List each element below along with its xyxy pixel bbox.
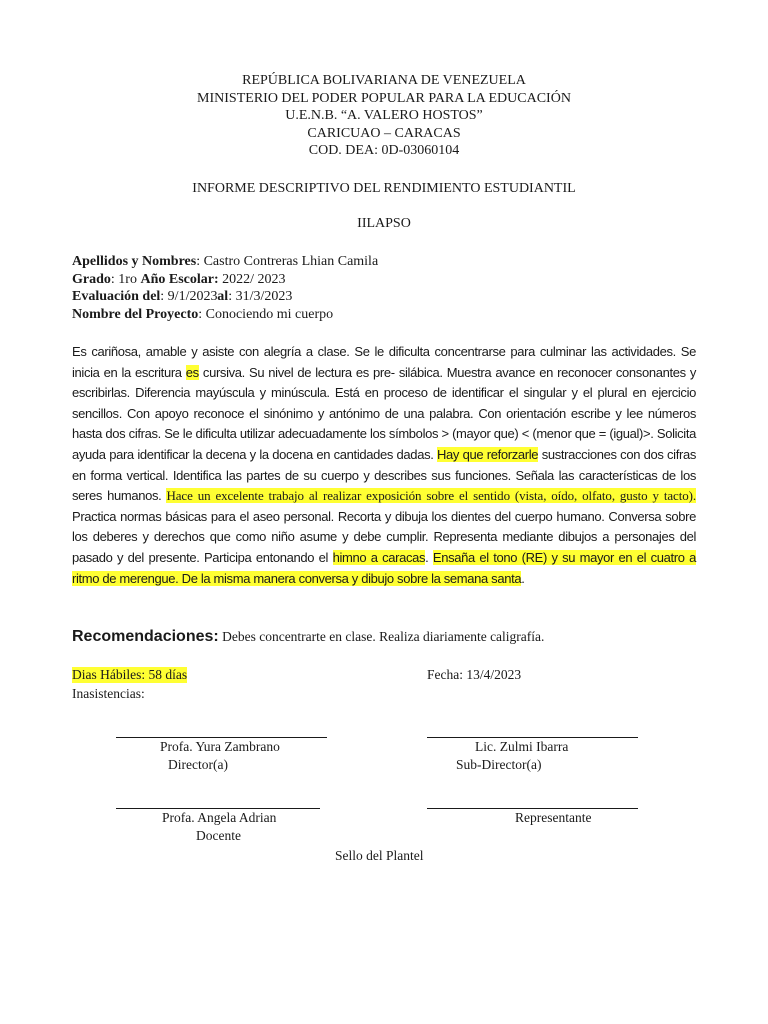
signature-line-subdirector — [427, 737, 638, 738]
header-line-republic: REPÚBLICA BOLIVARIANA DE VENEZUELA — [242, 73, 526, 88]
desc-highlight-3: Hace un excelente trabajo al realizar exposición sobre el sentido (vista, oído, olfato, gusto y tacto). — [166, 488, 697, 504]
school-year-value: 2022/ 2023 — [218, 271, 286, 287]
project-label: Nombre del Proyecto — [72, 306, 199, 322]
descriptive-paragraph — [72, 342, 696, 589]
evaluation-row — [72, 288, 378, 306]
signature-line-representative — [427, 808, 638, 809]
grade-row — [72, 271, 378, 289]
header-line-school: U.E.N.B. “A. VALERO HOSTOS” — [285, 108, 483, 123]
teacher-name: Profa. Angela Adrian — [162, 810, 277, 825]
grade-value: : 1ro — [110, 271, 141, 287]
desc-highlight-5: Ensaña el tono (RE) y su mayor en el cuatro a ritmo de merengue. De la misma manera conversa y dibujo sobre la semana santa — [72, 549, 696, 586]
student-name-value: : Castro Contreras Lhian Camila — [196, 254, 379, 269]
grade-label: Grado — [72, 271, 111, 287]
desc-text-3: sustracciones con dos cifras en forma vertical. Identifica las partes de su cuerpo y describes sus funciones. Señala las características de los seres humanos. — [72, 446, 696, 504]
desc-text-4: Practica normas básicas para el aseo personal. Recorta y dibuja los dientes del cuerpo humano. Conversa sobre los deberes y derechos que como niño asume y debe cumplir. Representa mediante dibujos a personajes del pasado y del presente. Participa entonando el — [72, 508, 696, 565]
desc-text-5: . — [425, 549, 433, 565]
director-role: Director(a) — [168, 757, 228, 772]
desc-text-6: . — [521, 570, 525, 586]
recommendations-title: Recomendaciones: — [72, 628, 219, 645]
director-name: Profa. Yura Zambrano — [160, 739, 280, 754]
subdirector-name: Lic. Zulmi Ibarra — [475, 739, 569, 754]
teacher-role: Docente — [196, 828, 241, 843]
signature-line-teacher — [116, 808, 320, 809]
project-row — [72, 306, 378, 324]
desc-highlight-4: himno a caracas — [332, 549, 426, 565]
student-name-label: Apellidos y Nombres — [72, 254, 197, 269]
desc-text-2: cursiva. Su nivel de lectura es pre- silábica. Muestra avance en reconocer consonantes y escribirlas. Diferencia mayúscula y minúscula. Está en proceso de identificar el singular y el plural en ejercicio sencillos. Con apoyo reconoce el sinónimo y antónimo de una palabra. Con orientación escribe y lee números hasta dos cifras. Se le dificulta utilizar adecuadamente los símbolos > (mayor que) < (menor que = (igual)>. Solicita ayuda para identificar la decena y la docena en cantidades dadas. — [72, 364, 697, 462]
recommendations-text: Debes concentrarte en clase. Realiza diariamente caligrafía. — [218, 629, 545, 644]
recommendations — [72, 628, 544, 646]
subdirector-role: Sub-Director(a) — [456, 757, 542, 772]
representative-label: Representante — [515, 810, 592, 825]
evaluation-to-label: al — [217, 289, 229, 304]
evaluation-to: : 31/3/2023 — [228, 289, 293, 304]
evaluation-label: Evaluación del — [72, 289, 161, 304]
document-header — [0, 72, 768, 160]
project-value: : Conociendo mi cuerpo — [198, 306, 334, 322]
header-line-code: COD. DEA: 0D-03060104 — [308, 143, 460, 158]
header-line-location: CARICUAO – CARACAS — [307, 125, 461, 141]
desc-text-1: Es cariñosa, amable y asiste con alegría a clase. Se le dificulta concentrarse para culminar las actividades. Se inicia en la escritura — [72, 344, 696, 380]
desc-highlight-1: es — [185, 364, 199, 380]
header-line-ministry: MINISTERIO DEL PODER POPULAR PARA LA EDUCACIÓN — [197, 90, 571, 106]
evaluation-from: : 9/1/2023 — [160, 289, 218, 304]
business-days: Dias Hábiles: 58 días — [72, 667, 188, 682]
signature-line-director — [116, 737, 327, 738]
report-title: INFORME DESCRIPTIVO DEL RENDIMIENTO ESTUDIANTIL — [192, 181, 576, 196]
student-info — [72, 253, 378, 323]
school-year-label: Año Escolar: — [140, 271, 219, 287]
desc-highlight-2: Hay que reforzarle — [437, 446, 539, 462]
date: Fecha: 13/4/2023 — [427, 667, 522, 682]
lapso-label: IILAPSO — [357, 216, 411, 231]
absences-label: Inasistencias: — [72, 686, 145, 701]
school-seal-label: Sello del Plantel — [335, 848, 424, 863]
student-name-row — [72, 253, 378, 271]
